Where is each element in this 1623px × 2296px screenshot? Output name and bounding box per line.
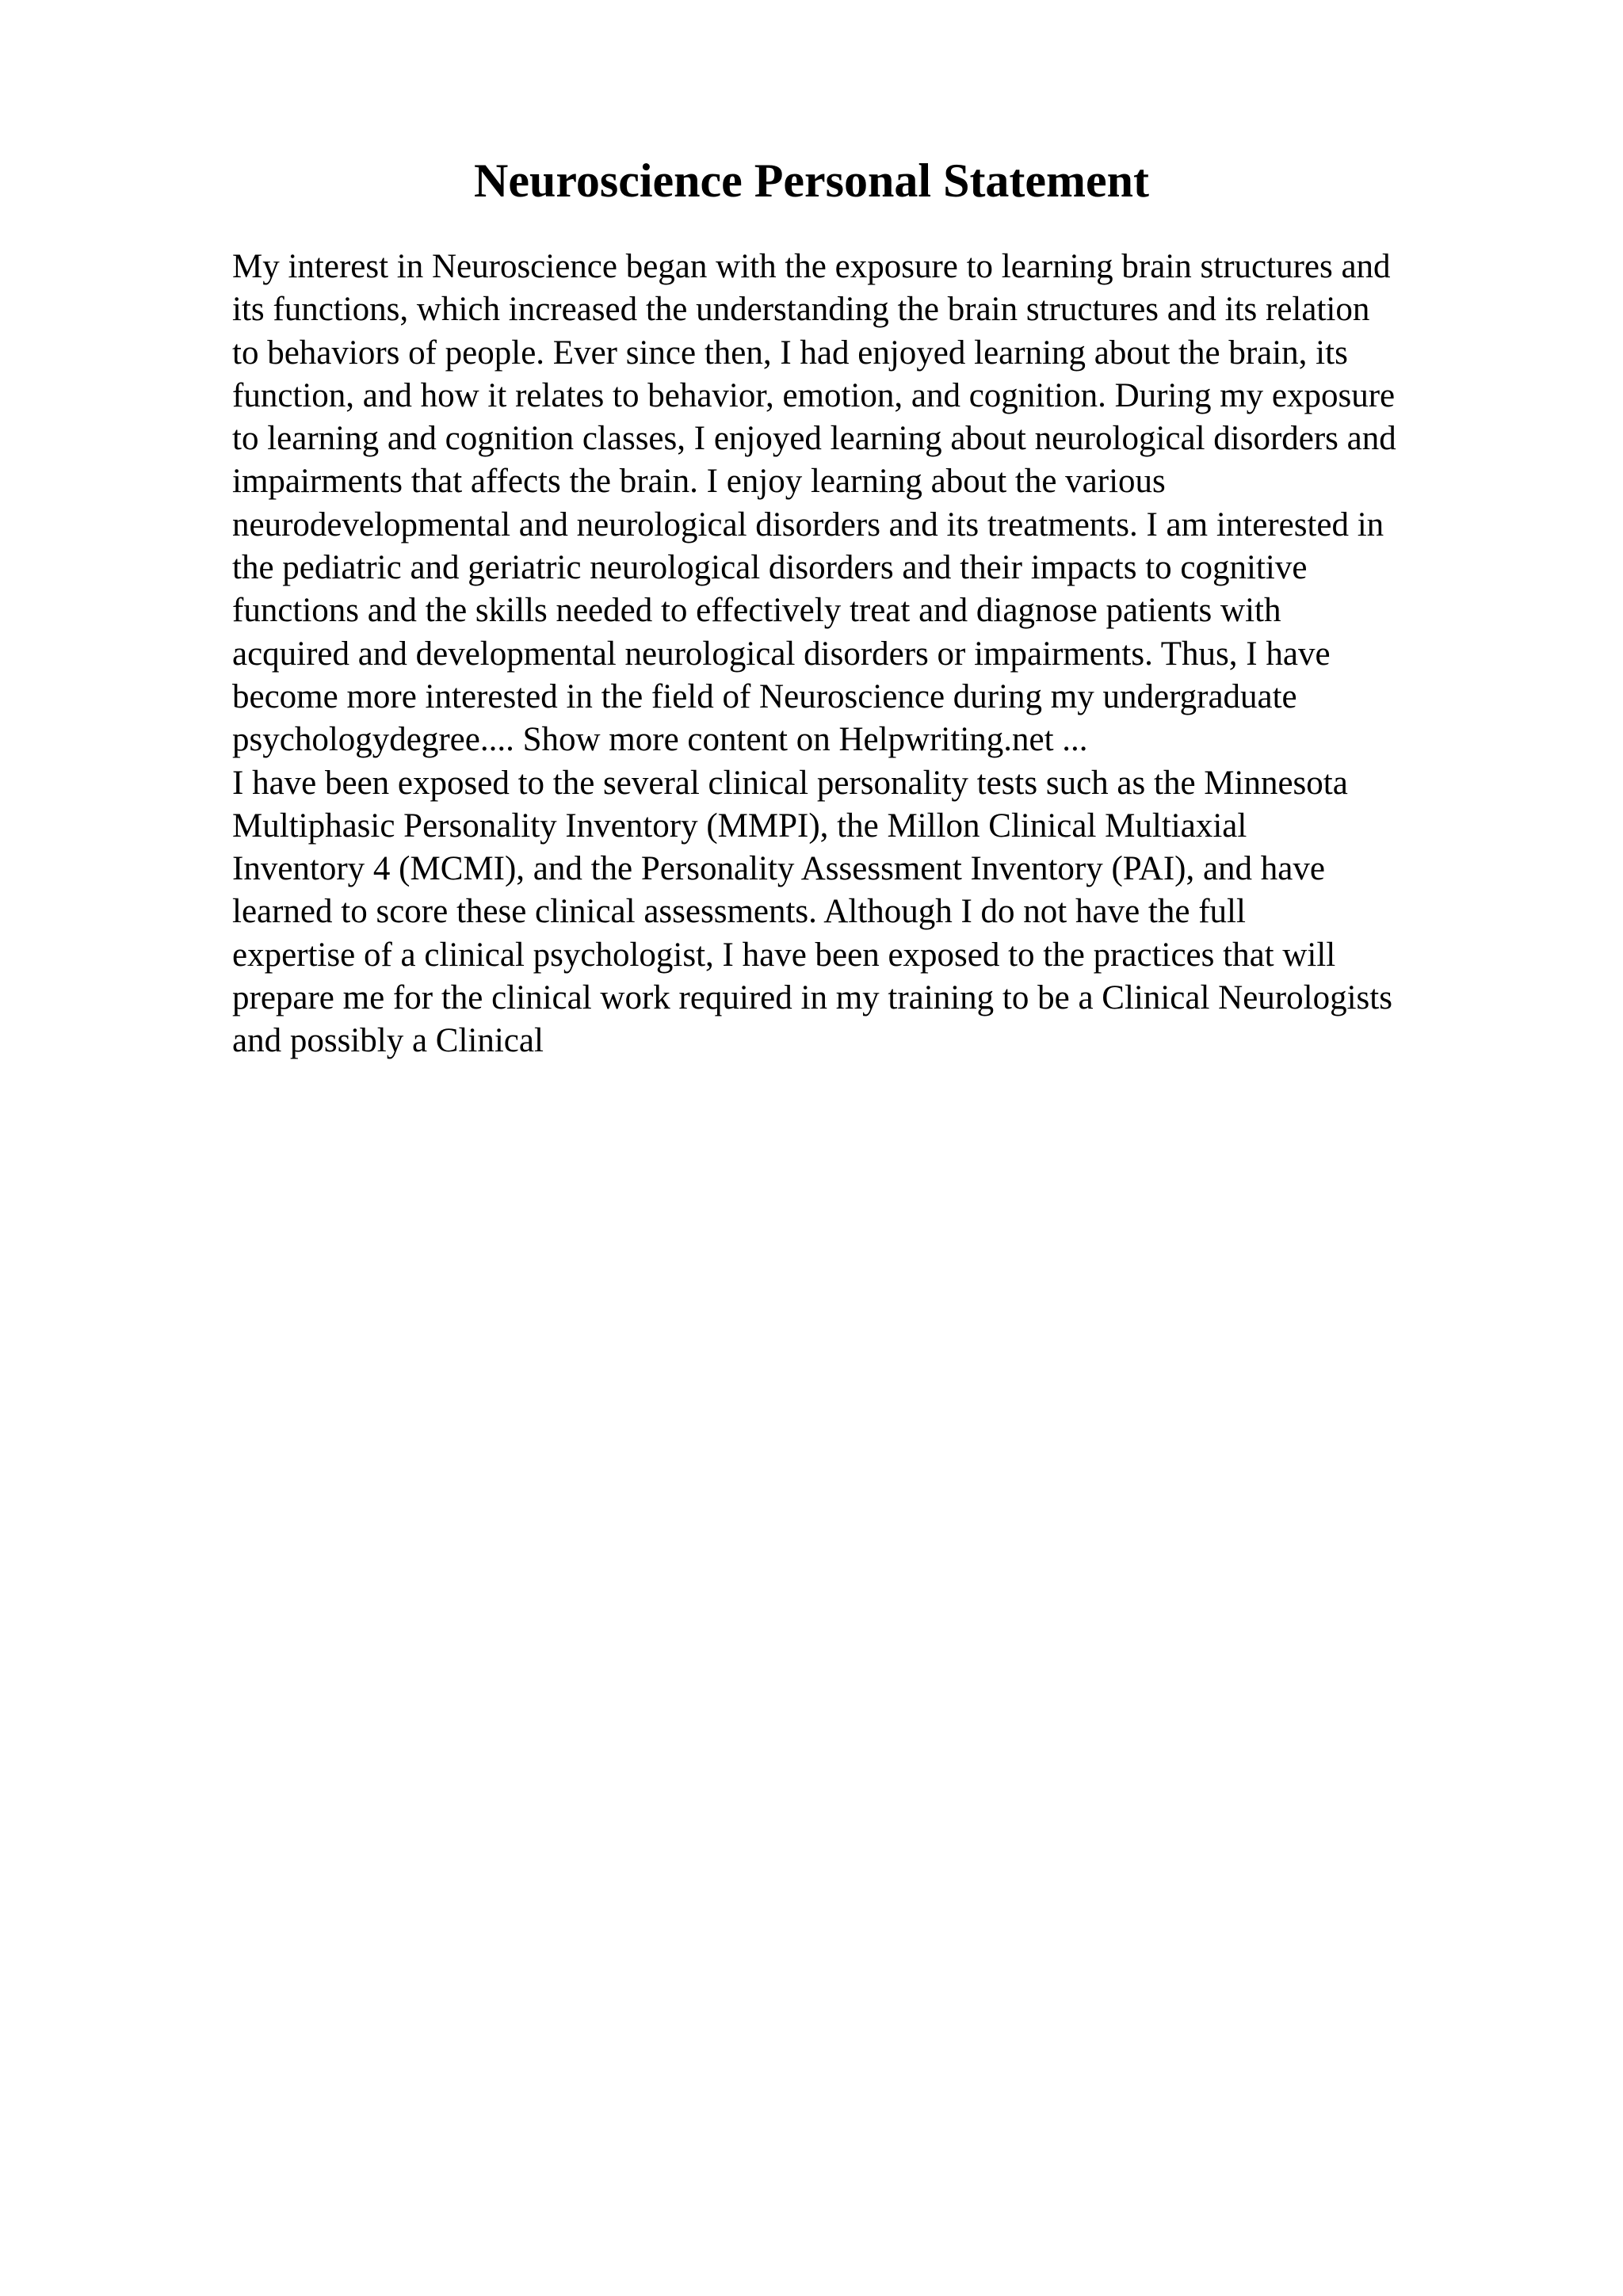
text-line: the pediatric and geriatric neurological disorders and their impacts to cognitive <box>232 549 1308 587</box>
text-line: prepare me for the clinical work required in my training to be a Clinical Neurologists <box>232 979 1392 1017</box>
text-line: neurodevelopmental and neurological disorders and its treatments. I am interested in <box>232 505 1384 543</box>
text-line: and possibly a Clinical <box>232 1022 544 1060</box>
text-line: impairments that affects the brain. I enjoy learning about the various <box>232 463 1166 501</box>
text-line: Inventory 4 (MCMI), and the Personality Assessment Inventory (PAI), and have <box>232 850 1325 888</box>
page-title: Neuroscience Personal Statement <box>473 154 1149 207</box>
text-line: function, and how it relates to behavior, emotion, and cognition. During my exposure <box>232 376 1396 414</box>
text-line: acquired and developmental neurological disorders or impairments. Thus, I have <box>232 635 1331 673</box>
text-line: expertise of a clinical psychologist, I have been exposed to the practices that will <box>232 936 1336 974</box>
text-line: to behaviors of people. Ever since then, I had enjoyed learning about the brain, its <box>232 334 1348 372</box>
text-line: become more interested in the field of Neuroscience during my undergraduate <box>232 677 1297 715</box>
text-line: learned to score these clinical assessments. Although I do not have the full <box>232 893 1246 931</box>
text-line-show-more: psychologydegree.... Show more content on Helpwriting.net ... <box>232 721 1088 759</box>
document-body <box>232 246 1516 1063</box>
text-line: its functions, which increased the understanding the brain structures and its relation <box>232 291 1370 329</box>
text-line: My interest in Neuroscience began with the exposure to learning brain structures and <box>232 248 1391 285</box>
text-line: Multiphasic Personality Inventory (MMPI), the Millon Clinical Multiaxial <box>232 807 1247 845</box>
text-line: I have been exposed to the several clinical personality tests such as the Minnesota <box>232 764 1348 802</box>
text-line: functions and the skills needed to effectively treat and diagnose patients with <box>232 592 1281 630</box>
text-line: to learning and cognition classes, I enjoyed learning about neurological disorders and <box>232 420 1396 458</box>
